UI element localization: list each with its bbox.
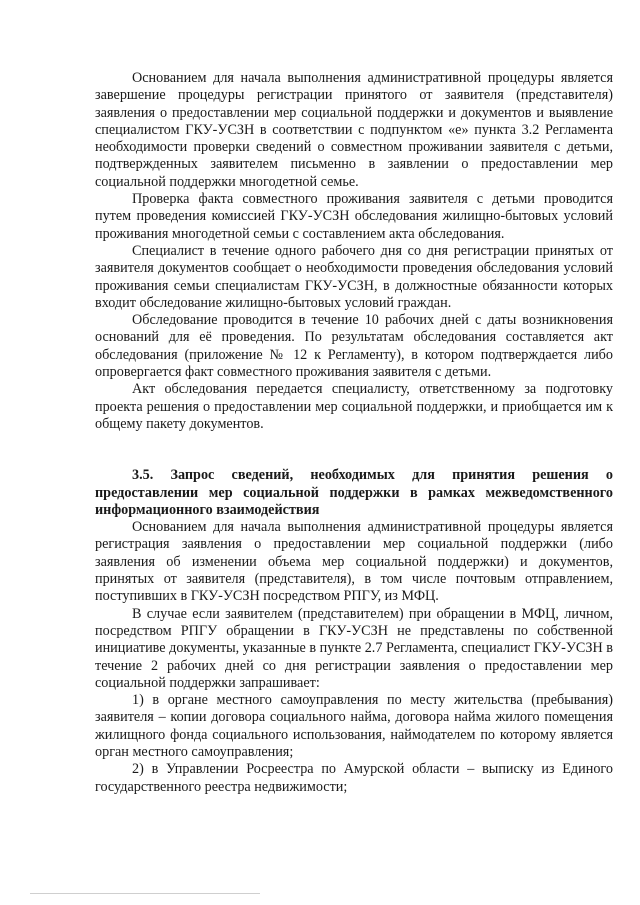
bottom-divider [30, 893, 260, 894]
paragraph: Акт обследования передается специалисту, ответственному за подготовку проекта решения о предоставлении мер социальной поддержки, и приобщается им к общему пакету документов. [95, 381, 613, 432]
document-body [95, 70, 613, 796]
list-item: 1) в органе местного самоуправления по месту жительства (пребывания) заявителя – копии договора социального найма, договора найма жилого помещения жилищного фонда социального использования, наймодателем по которому является орган местного самоуправления; [95, 692, 613, 760]
paragraph: В случае если заявителем (представителем) при обращении в МФЦ, личном, посредством РПГУ обращении в ГКУ-УСЗН не представлены по собственной инициативе документы, указанные в пункте 2.7 Регламента, специалист ГКУ-УСЗН в течение 2 рабочих дней со дня регистрации заявления о предоставлении мер социальной поддержки запрашивает: [95, 605, 613, 691]
section-heading: 3.5. Запрос сведений, необходимых для принятия решения о предоставлении мер социальной поддержки в рамках межведомственного информационного взаимодействия [95, 467, 613, 518]
paragraph: Проверка факта совместного проживания заявителя с детьми проводится путем проведения комиссией ГКУ-УСЗН обследования жилищно-бытовых условий проживания многодетной семьи с составлением акта обследования. [95, 191, 613, 242]
paragraph: Специалист в течение одного рабочего дня со дня регистрации принятых от заявителя документов сообщает о необходимости проведения обследования условий проживания семьи специалистам ГКУ-УСЗН, в должностные обязанности которых входит обследование жилищно-бытовых условий граждан. [95, 242, 613, 311]
paragraph: Основанием для начала выполнения административной процедуры является завершение процедуры регистрации принятого от заявителя (представителя) заявления о предоставлении мер социальной поддержки и документов и выявление специалистом ГКУ-УСЗН в соответствии с подпунктом «е» пункта 3.2 Регламента необходимости проверки сведений о совместном проживании заявителя с детьми, подтвержденных заявителем письменно в заявлении о предоставлении мер социальной поддержки многодетной семье. [95, 70, 613, 190]
paragraph: Основанием для начала выполнения административной процедуры является регистрация заявления о предоставлении мер социальной поддержки (либо заявления об изменении объема мер социальной поддержки) и документов, принятых от заявителя (представителя), в том числе почтовым отправлением, поступивших в ГКУ-УСЗН посредством РПГУ, из МФЦ. [95, 519, 613, 605]
list-item: 2) в Управлении Росреестра по Амурской области – выписку из Единого государственного реестра недвижимости; [95, 761, 613, 795]
paragraph: Обследование проводится в течение 10 рабочих дней с даты возникновения оснований для её проведения. По результатам обследования составляется акт обследования (приложение № 12 к Регламенту), в котором подтверждается либо опровергается факт совместного проживания заявителя с детьми. [95, 312, 613, 381]
